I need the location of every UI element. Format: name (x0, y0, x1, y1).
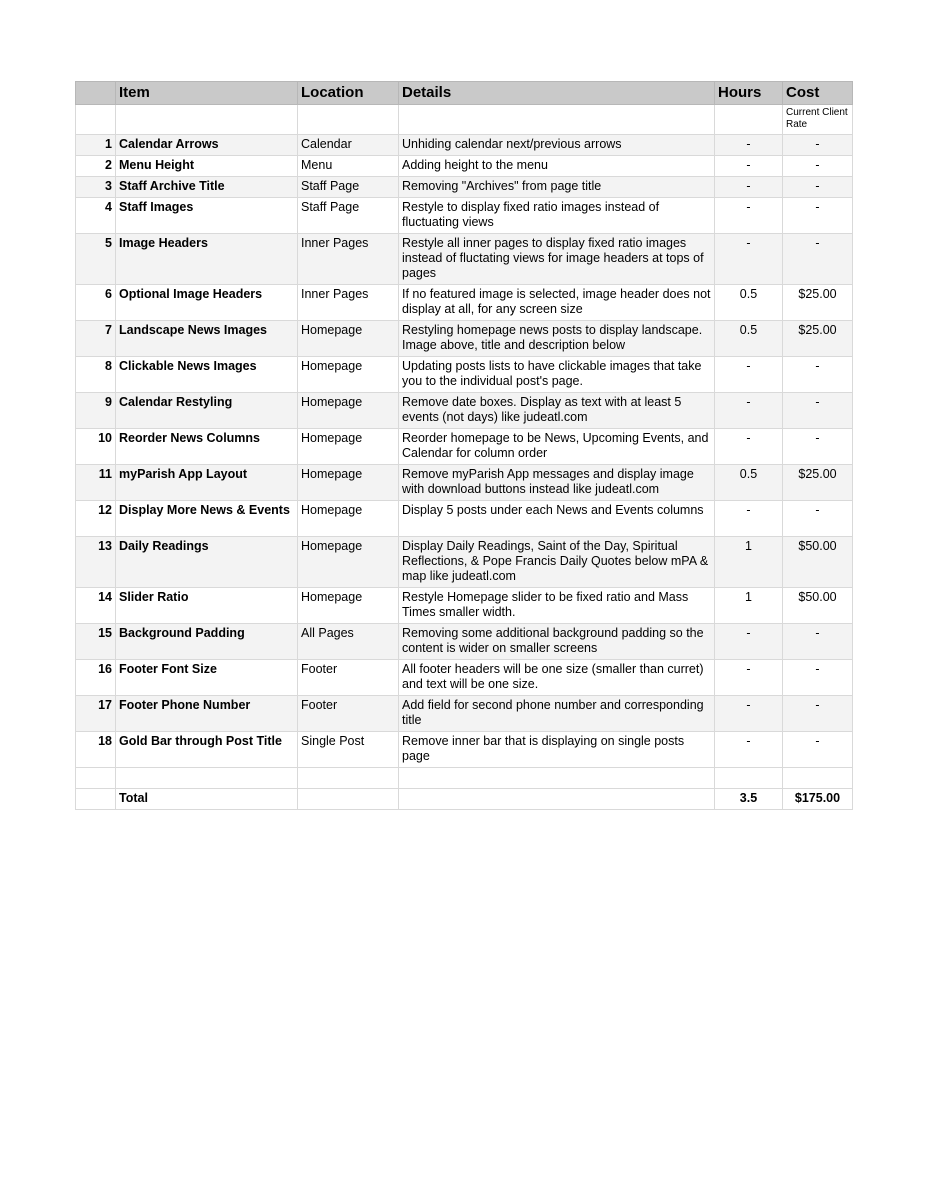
table-row (76, 198, 853, 234)
details-cell: Updating posts lists to have clickable images that take you to the individual post's page. (399, 357, 715, 393)
header-row (76, 82, 853, 105)
cost-cell: - (783, 624, 853, 660)
details-cell: Removing "Archives" from page title (399, 177, 715, 198)
hours-cell: - (715, 429, 783, 465)
row-number: 8 (76, 357, 116, 393)
row-number: 13 (76, 537, 116, 588)
cost-cell: - (783, 429, 853, 465)
hours-cell: - (715, 393, 783, 429)
subheader-cell (715, 105, 783, 135)
details-cell: Restyling homepage news posts to display landscape. Image above, title and description below (399, 321, 715, 357)
total-empty (298, 789, 399, 810)
hours-cell: 1 (715, 588, 783, 624)
item-name: Staff Archive Title (116, 177, 298, 198)
item-name: Background Padding (116, 624, 298, 660)
item-name: Footer Font Size (116, 660, 298, 696)
item-name: Image Headers (116, 234, 298, 285)
table-row (76, 177, 853, 198)
details-cell: Restyle all inner pages to display fixed ratio images instead of fluctating views for image headers at tops of pages (399, 234, 715, 285)
details-cell: If no featured image is selected, image header does not display at all, for any screen size (399, 285, 715, 321)
item-name: Optional Image Headers (116, 285, 298, 321)
row-number: 6 (76, 285, 116, 321)
details-cell: Unhiding calendar next/previous arrows (399, 135, 715, 156)
cost-cell: - (783, 501, 853, 537)
location-cell: Homepage (298, 393, 399, 429)
table-row (76, 429, 853, 465)
subheader-cell (399, 105, 715, 135)
table-row (76, 660, 853, 696)
table-row (76, 393, 853, 429)
row-number: 3 (76, 177, 116, 198)
location-cell: All Pages (298, 624, 399, 660)
location-cell: Staff Page (298, 198, 399, 234)
details-cell: Display 5 posts under each News and Events columns (399, 501, 715, 537)
location-cell: Single Post (298, 732, 399, 768)
table-row (76, 696, 853, 732)
blank-row (76, 768, 853, 789)
table-row (76, 285, 853, 321)
details-cell: Display Daily Readings, Saint of the Day, Spiritual Reflections, & Pope Francis Daily Quotes below mPA & map like judeatl.com (399, 537, 715, 588)
total-row (76, 789, 853, 810)
table-row (76, 732, 853, 768)
hours-cell: - (715, 696, 783, 732)
item-name: Landscape News Images (116, 321, 298, 357)
header-item: Item (116, 82, 298, 105)
cost-rate-note: Current Client Rate (783, 105, 853, 135)
hours-cell: - (715, 660, 783, 696)
item-name: Daily Readings (116, 537, 298, 588)
subheader-cell (298, 105, 399, 135)
details-cell: Restyle Homepage slider to be fixed ratio and Mass Times smaller width. (399, 588, 715, 624)
total-label: Total (116, 789, 298, 810)
blank-cell (298, 768, 399, 789)
item-name: myParish App Layout (116, 465, 298, 501)
location-cell: Homepage (298, 321, 399, 357)
total-cost: $175.00 (783, 789, 853, 810)
row-number: 16 (76, 660, 116, 696)
row-number: 7 (76, 321, 116, 357)
hours-cell: - (715, 156, 783, 177)
details-cell: Adding height to the menu (399, 156, 715, 177)
header-hours: Hours (715, 82, 783, 105)
blank-cell (116, 768, 298, 789)
cost-cell: - (783, 198, 853, 234)
cost-cell: $25.00 (783, 465, 853, 501)
row-number: 4 (76, 198, 116, 234)
table-row (76, 321, 853, 357)
subheader-cell (116, 105, 298, 135)
location-cell: Homepage (298, 465, 399, 501)
row-number: 14 (76, 588, 116, 624)
location-cell: Menu (298, 156, 399, 177)
blank-cell (76, 768, 116, 789)
cost-cell: - (783, 696, 853, 732)
row-number: 15 (76, 624, 116, 660)
location-cell: Calendar (298, 135, 399, 156)
total-empty (76, 789, 116, 810)
location-cell: Homepage (298, 588, 399, 624)
hours-cell: - (715, 135, 783, 156)
details-cell: Remove myParish App messages and display image with download buttons instead like judeatl.com (399, 465, 715, 501)
header-details: Details (399, 82, 715, 105)
table-row (76, 156, 853, 177)
details-cell: Restyle to display fixed ratio images instead of fluctuating views (399, 198, 715, 234)
table-row (76, 624, 853, 660)
item-name: Display More News & Events (116, 501, 298, 537)
location-cell: Footer (298, 696, 399, 732)
details-cell: Remove inner bar that is displaying on single posts page (399, 732, 715, 768)
hours-cell: - (715, 501, 783, 537)
location-cell: Homepage (298, 537, 399, 588)
hours-cell: - (715, 357, 783, 393)
location-cell: Homepage (298, 429, 399, 465)
details-cell: All footer headers will be one size (smaller than curret) and text will be one size. (399, 660, 715, 696)
total-empty (399, 789, 715, 810)
hours-cell: - (715, 624, 783, 660)
item-name: Calendar Arrows (116, 135, 298, 156)
details-cell: Removing some additional background padding so the content is wider on smaller screens (399, 624, 715, 660)
cost-cell: $50.00 (783, 588, 853, 624)
blank-cell (399, 768, 715, 789)
item-name: Slider Ratio (116, 588, 298, 624)
header-location: Location (298, 82, 399, 105)
row-number: 5 (76, 234, 116, 285)
location-cell: Homepage (298, 501, 399, 537)
cost-cell: - (783, 393, 853, 429)
table-row (76, 465, 853, 501)
total-hours: 3.5 (715, 789, 783, 810)
hours-cell: 0.5 (715, 285, 783, 321)
hours-cell: 1 (715, 537, 783, 588)
location-cell: Homepage (298, 357, 399, 393)
hours-cell: - (715, 177, 783, 198)
cost-cell: - (783, 135, 853, 156)
header-num (76, 82, 116, 105)
item-name: Footer Phone Number (116, 696, 298, 732)
hours-cell: - (715, 234, 783, 285)
item-name: Gold Bar through Post Title (116, 732, 298, 768)
item-name: Reorder News Columns (116, 429, 298, 465)
blank-cell (783, 768, 853, 789)
hours-cell: - (715, 198, 783, 234)
item-name: Clickable News Images (116, 357, 298, 393)
row-number: 17 (76, 696, 116, 732)
cost-cell: $25.00 (783, 321, 853, 357)
cost-cell: - (783, 357, 853, 393)
item-name: Staff Images (116, 198, 298, 234)
row-number: 9 (76, 393, 116, 429)
header-cost: Cost (783, 82, 853, 105)
hours-cell: 0.5 (715, 465, 783, 501)
row-number: 2 (76, 156, 116, 177)
blank-cell (715, 768, 783, 789)
cost-cell: - (783, 177, 853, 198)
cost-cell: - (783, 660, 853, 696)
table-row (76, 357, 853, 393)
cost-cell: $50.00 (783, 537, 853, 588)
location-cell: Inner Pages (298, 234, 399, 285)
hours-cell: - (715, 732, 783, 768)
cost-cell: - (783, 156, 853, 177)
cost-cell: $25.00 (783, 285, 853, 321)
table-row (76, 234, 853, 285)
row-number: 18 (76, 732, 116, 768)
table-row (76, 501, 853, 537)
details-cell: Reorder homepage to be News, Upcoming Events, and Calendar for column order (399, 429, 715, 465)
hours-cell: 0.5 (715, 321, 783, 357)
table-row (76, 537, 853, 588)
location-cell: Footer (298, 660, 399, 696)
subheader-row (76, 105, 853, 135)
row-number: 10 (76, 429, 116, 465)
row-number: 12 (76, 501, 116, 537)
details-cell: Remove date boxes. Display as text with at least 5 events (not days) like judeatl.com (399, 393, 715, 429)
row-number: 11 (76, 465, 116, 501)
subheader-cell (76, 105, 116, 135)
details-cell: Add field for second phone number and corresponding title (399, 696, 715, 732)
item-name: Menu Height (116, 156, 298, 177)
item-name: Calendar Restyling (116, 393, 298, 429)
cost-cell: - (783, 732, 853, 768)
estimate-table (75, 81, 853, 810)
location-cell: Inner Pages (298, 285, 399, 321)
location-cell: Staff Page (298, 177, 399, 198)
table-row (76, 135, 853, 156)
cost-cell: - (783, 234, 853, 285)
table-row (76, 588, 853, 624)
row-number: 1 (76, 135, 116, 156)
